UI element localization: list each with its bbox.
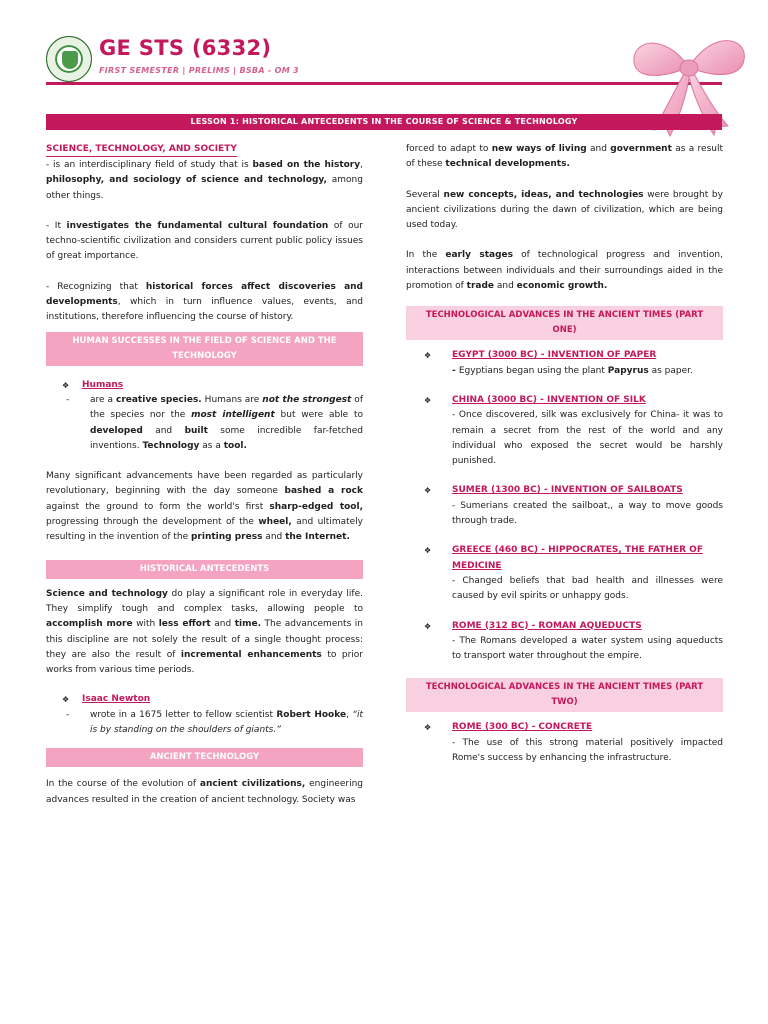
diamond-bullet-icon: ❖ — [424, 546, 432, 556]
sts-definition: - is an interdisciplinary field of study that is based on the history, philosophy, and sociology of science and technology, among other things. — [46, 160, 363, 201]
advancements-paragraph: Many significant advancements have been regarded as particularly revolutionary, beginning with the day someone bashed a rock against the ground to form the world's first sharp-edged tool, progressing through the development of the wheel, and ultimately resulting in the invention of the printing press and the Internet. — [46, 471, 363, 543]
advance-item — [424, 543, 723, 604]
sts-investigation: - It investigates the fundamental cultural foundation of our techno-scientific civilization and considers current public policy issues of great importance. — [46, 220, 363, 262]
advance-title: SUMER (1300 BC) - INVENTION OF SAILBOATS — [452, 485, 683, 496]
advance-description: - Sumerians created the sailboat,, a way to move goods through trade. — [452, 500, 723, 527]
diamond-bullet-icon: ❖ — [424, 621, 432, 631]
historical-antecedents-heading: HISTORICAL ANTECEDENTS — [46, 560, 363, 579]
school-seal-icon — [46, 36, 92, 82]
left-column — [46, 142, 363, 808]
advance-title: CHINA (3000 BC) - INVENTION OF SILK — [452, 394, 646, 405]
sts-historical-forces: - Recognizing that historical forces affect discoveries and developments, which in turn influence values, events, and institutions, therefore influencing the course of history. — [46, 281, 363, 323]
ancient-technology-paragraph: In the course of the evolution of ancient civilizations, engineering advances resulted in the creation of ancient technology. Society was — [46, 779, 363, 805]
science-technology-paragraph: Science and technology do play a significant role in everyday life. They simplify tough and complex tasks, allowing people to accomplish more with less effort and time. The advancements in this discipline are not solely the result of a single thought process: they are also the result of incremental enhancements to prior works from various time periods. — [46, 588, 364, 676]
advance-item — [424, 483, 723, 529]
advance-description: - The Romans developed a water system using aqueducts to transport water throughout the empire. — [452, 635, 723, 662]
advance-description: - The use of this strong material positively impacted Rome's success by enhancing the infrastructure. — [452, 737, 723, 764]
advance-item — [424, 393, 723, 469]
diamond-bullet-icon: ❖ — [62, 380, 70, 390]
adaptation-paragraph: forced to adapt to new ways of living and government as a result of these technical developments. — [406, 144, 724, 170]
advance-description: - Changed beliefs that bad health and illnesses were caused by evil spirits or unhappy gods. — [452, 575, 723, 602]
humans-label: Humans — [82, 379, 124, 390]
right-column — [406, 142, 723, 766]
advance-description: - Egyptians began using the plant Papyrus as paper. — [452, 365, 693, 376]
advance-description: - Once discovered, silk was exclusively for China- it was to remain a secret from the rest of the world and any individual who exposed the secret would be harshly punished. — [452, 410, 723, 467]
advance-title: EGYPT (3000 BC) - INVENTION OF PAPER — [452, 350, 657, 361]
diamond-bullet-icon: ❖ — [62, 695, 70, 705]
diamond-bullet-icon: ❖ — [424, 486, 432, 496]
advance-title: GREECE (460 BC) - HIPPOCRATES, THE FATHER OF MEDICINE — [452, 545, 703, 571]
new-concepts-paragraph: Several new concepts, ideas, and technologies were brought by ancient civilizations during the dawn of civilization, which are being used today. — [406, 189, 723, 231]
diamond-bullet-icon: ❖ — [424, 351, 432, 361]
lesson-title-bar: LESSON 1: HISTORICAL ANTECEDENTS IN THE COURSE OF SCIENCE & TECHNOLOGY — [46, 114, 722, 130]
page-title: GE STS (6332) — [99, 36, 272, 60]
ancient-times-part-two-heading: TECHNOLOGICAL ADVANCES IN THE ANCIENT TIMES (PART TWO) — [406, 678, 723, 712]
advance-item — [424, 348, 723, 379]
newton-label: Isaac Newton — [82, 694, 151, 705]
diamond-bullet-icon: ❖ — [424, 395, 432, 405]
humans-description: - are a creative species. Humans are not the strongest of the species nor the most intelligent but were able to developed and built some incredible far-fetched inventions. Technology as a tool. — [66, 394, 363, 451]
ancient-times-part-one-heading: TECHNOLOGICAL ADVANCES IN THE ANCIENT TIMES (PART ONE) — [406, 306, 723, 340]
advance-item — [424, 720, 723, 766]
newton-bullet — [62, 692, 363, 707]
advance-item — [424, 619, 723, 665]
page-subtitle: FIRST SEMESTER | PRELIMS | BSBA - OM 3 — [99, 66, 299, 75]
early-stages-paragraph: In the early stages of technological progress and invention, interactions between individuals and their surroundings aided in the promotion of trade and economic growth. — [406, 250, 723, 292]
page-header — [0, 0, 768, 100]
diamond-bullet-icon: ❖ — [424, 723, 432, 733]
human-successes-heading: HUMAN SUCCESSES IN THE FIELD OF SCIENCE AND THE TECHNOLOGY — [46, 332, 363, 366]
advance-title: ROME (300 BC) - CONCRETE — [452, 722, 593, 733]
newton-description: - wrote in a 1675 letter to fellow scientist Robert Hooke, “it is by standing on the shoulders of giants.” — [66, 709, 363, 736]
sts-heading: SCIENCE, TECHNOLOGY, AND SOCIETY — [46, 143, 237, 157]
ancient-advances-part-one-list — [406, 348, 723, 664]
ancient-technology-heading: ANCIENT TECHNOLOGY — [46, 748, 363, 767]
header-divider — [46, 82, 722, 85]
humans-bullet — [62, 378, 363, 393]
advance-title: ROME (312 BC) - ROMAN AQUEDUCTS — [452, 620, 642, 631]
ancient-advances-part-two-list — [406, 720, 723, 766]
